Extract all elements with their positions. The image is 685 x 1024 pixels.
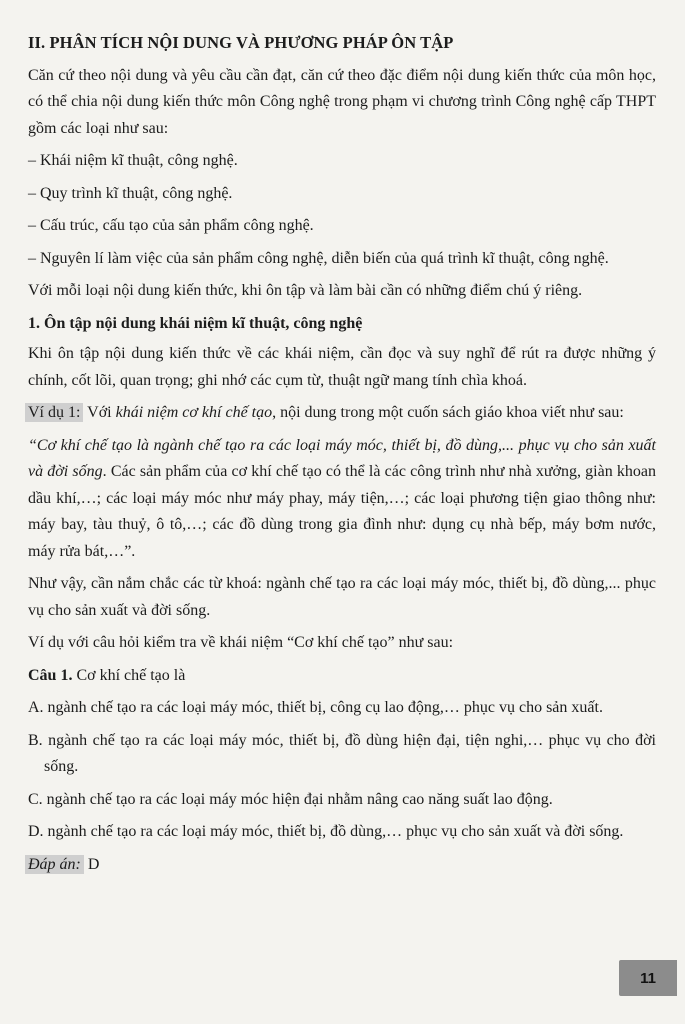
question-stem — [28, 663, 656, 690]
bullet-item: – Cấu trúc, cấu tạo của sản phẩm công nghệ. — [28, 217, 314, 234]
example-paragraph — [28, 400, 656, 427]
option-c: C. ngành chế tạo ra các loại máy móc hiện đại nhằm nâng cao năng suất lao động. — [28, 790, 553, 808]
intro-paragraph: Căn cứ theo nội dung và yêu cầu cần đạt, căn cứ theo đặc điểm nội dung kiến thức của môn học, có thể chia nội dung kiến thức môn Công nghệ trong phạm vi chương trình Công nghệ cấp THPT gồm các loại như sau: — [28, 66, 656, 137]
question-intro: Ví dụ với câu hỏi kiểm tra về khái niệm “Cơ khí chế tạo” như sau: — [28, 634, 454, 651]
question-label: Câu 1. — [28, 666, 73, 684]
section-title: II. PHÂN TÍCH NỘI DUNG VÀ PHƯƠNG PHÁP ÔN TẬP — [28, 33, 454, 52]
bullet-item: – Quy trình kĩ thuật, công nghệ. — [28, 184, 233, 202]
subsection-title: 1. Ôn tập nội dung khái niệm kĩ thuật, công nghệ — [28, 314, 363, 332]
example-pre: Với — [83, 404, 116, 421]
example-label: Ví dụ 1: — [25, 403, 83, 422]
note-paragraph: Với mỗi loại nội dung kiến thức, khi ôn tập và làm bài cần có những điểm chú ý riêng. — [28, 282, 583, 299]
question-text: Cơ khí chế tạo là — [72, 666, 186, 684]
subsection-intro: Khi ôn tập nội dung kiến thức về các khái niệm, cần đọc và suy nghĩ để rút ra được những ý chính, cốt lõi, quan trọng; ghi nhớ các cụm từ, thuật ngữ mang tính chìa khoá. — [28, 345, 656, 389]
page-content — [28, 30, 656, 884]
example-term: khái niệm cơ khí chế tạo — [115, 404, 273, 421]
option-b: B. ngành chế tạo ra các loại máy móc, thiết bị, đồ dùng hiện đại, tiện nghi,… phục vụ cho đời sống. — [28, 731, 656, 775]
keywords-paragraph: Như vậy, cần nắm chắc các từ khoá: ngành chế tạo ra các loại máy móc, thiết bị, đồ dùng,... phục vụ cho sản xuất và đời sống. — [28, 575, 656, 619]
answer-line — [28, 852, 656, 879]
bullet-item: – Nguyên lí làm việc của sản phẩm công nghệ, diễn biến của quá trình kĩ thuật, công nghệ. — [28, 249, 609, 267]
quote-italic: “Cơ khí chế tạo là ngành chế tạo ra các loại máy móc, thiết bị, đồ dùng,... phục vụ cho sản xuất và đời sống — [28, 436, 656, 480]
option-a: A. ngành chế tạo ra các loại máy móc, thiết bị, công cụ lao động,… phục vụ cho sản xuất. — [28, 699, 603, 716]
answer-label: Đáp án: — [25, 855, 84, 874]
quote-rest: . Các sản phẩm của cơ khí chế tạo có thể là các công trình như nhà xưởng, giàn khoan dầu khí,…; các loại máy móc như máy phay, máy tiện,…; các loại phương tiện giao thông như: máy bay, tàu thuỷ, ô tô,…; các đồ dùng trong gia đình như: dụng cụ nhà bếp, máy bơm nước, máy rửa bát,…”. — [28, 463, 656, 560]
bullet-item: – Khái niệm kĩ thuật, công nghệ. — [28, 152, 238, 169]
answer-value: D — [83, 855, 100, 873]
option-d: D. ngành chế tạo ra các loại máy móc, thiết bị, đồ dùng,… phục vụ cho sản xuất và đời sống. — [28, 823, 624, 840]
page-number: 11 — [619, 960, 677, 996]
example-post: , nội dung trong một cuốn sách giáo khoa viết như sau: — [272, 404, 624, 421]
quote-paragraph — [28, 433, 656, 566]
